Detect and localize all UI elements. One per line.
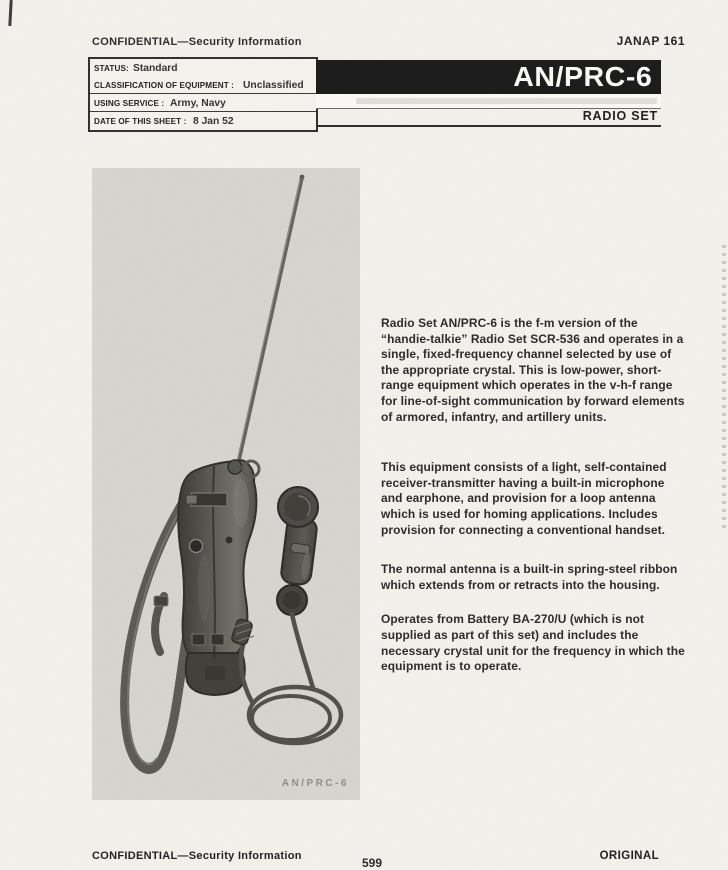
edition-label: ORIGINAL [599, 850, 659, 862]
paragraph-antenna: The normal antenna is a built-in spring-steel ribbon which extends from or retracts into the housing. [381, 562, 678, 592]
paragraph-equipment: This equipment consists of a light, self-contained receiver-transmitter having a built-in microphone and earphone, and provision for a loop antenna which is used for homing applications. Includes provision for connecting a conventional handset. [381, 460, 667, 537]
using-service-value: Army, Navy [170, 96, 227, 109]
document-reference: JANAP 161 [616, 34, 685, 48]
banner-underline-strip [316, 94, 661, 109]
classification-value: Unclassified [242, 78, 304, 91]
info-row-date [90, 111, 316, 129]
equipment-designation-title: AN/PRC-6 [513, 61, 652, 92]
paragraph-battery: Operates from Battery BA-270/U (which is not supplied as part of this set) and includes the necessary crystal unit for the frequency in which the equipment is to operate. [381, 612, 685, 674]
scan-corner-mark [8, 0, 12, 26]
status-value: Standard [133, 61, 178, 74]
equipment-type-row [316, 109, 661, 127]
info-row-classification [90, 76, 316, 93]
scan-edge-noise [722, 240, 726, 530]
paragraph-overview: Radio Set AN/PRC-6 is the f-m version of the “handie-talkie” Radio Set SCR-536 and operates in a single, fixed-frequency channel selected by use of the appropriate crystal. This is low-power, short-range equipment which operates in the v-h-f range for line-of-sight communication by forward elements of armored, infantry, and artillery units. [381, 316, 685, 424]
classification-label: CLASSIFICATION OF EQUIPMENT : [94, 79, 234, 90]
date-value: 8 Jan 52 [193, 114, 234, 127]
date-label: DATE OF THIS SHEET : [94, 115, 187, 126]
classification-banner-top: CONFIDENTIAL—Security Information [92, 36, 302, 48]
equipment-photograph [92, 168, 360, 800]
scan-smudge [356, 98, 657, 104]
title-banner [316, 60, 661, 94]
page-number: 599 [362, 856, 383, 870]
photo-grain [92, 168, 360, 800]
using-service-label: USING SERVICE : [94, 97, 165, 108]
photo-caption: AN/PRC-6 [281, 778, 349, 789]
equipment-type-label: RADIO SET [582, 109, 658, 123]
page-header [92, 34, 685, 48]
equipment-info-box [88, 57, 318, 132]
radio-set-illustration [92, 168, 360, 800]
status-label: STATUS: [94, 62, 129, 73]
info-row-using-service [90, 93, 316, 111]
info-row-status [90, 59, 316, 76]
classification-banner-bottom: CONFIDENTIAL—Security Information [92, 850, 302, 862]
description-text [381, 316, 687, 675]
